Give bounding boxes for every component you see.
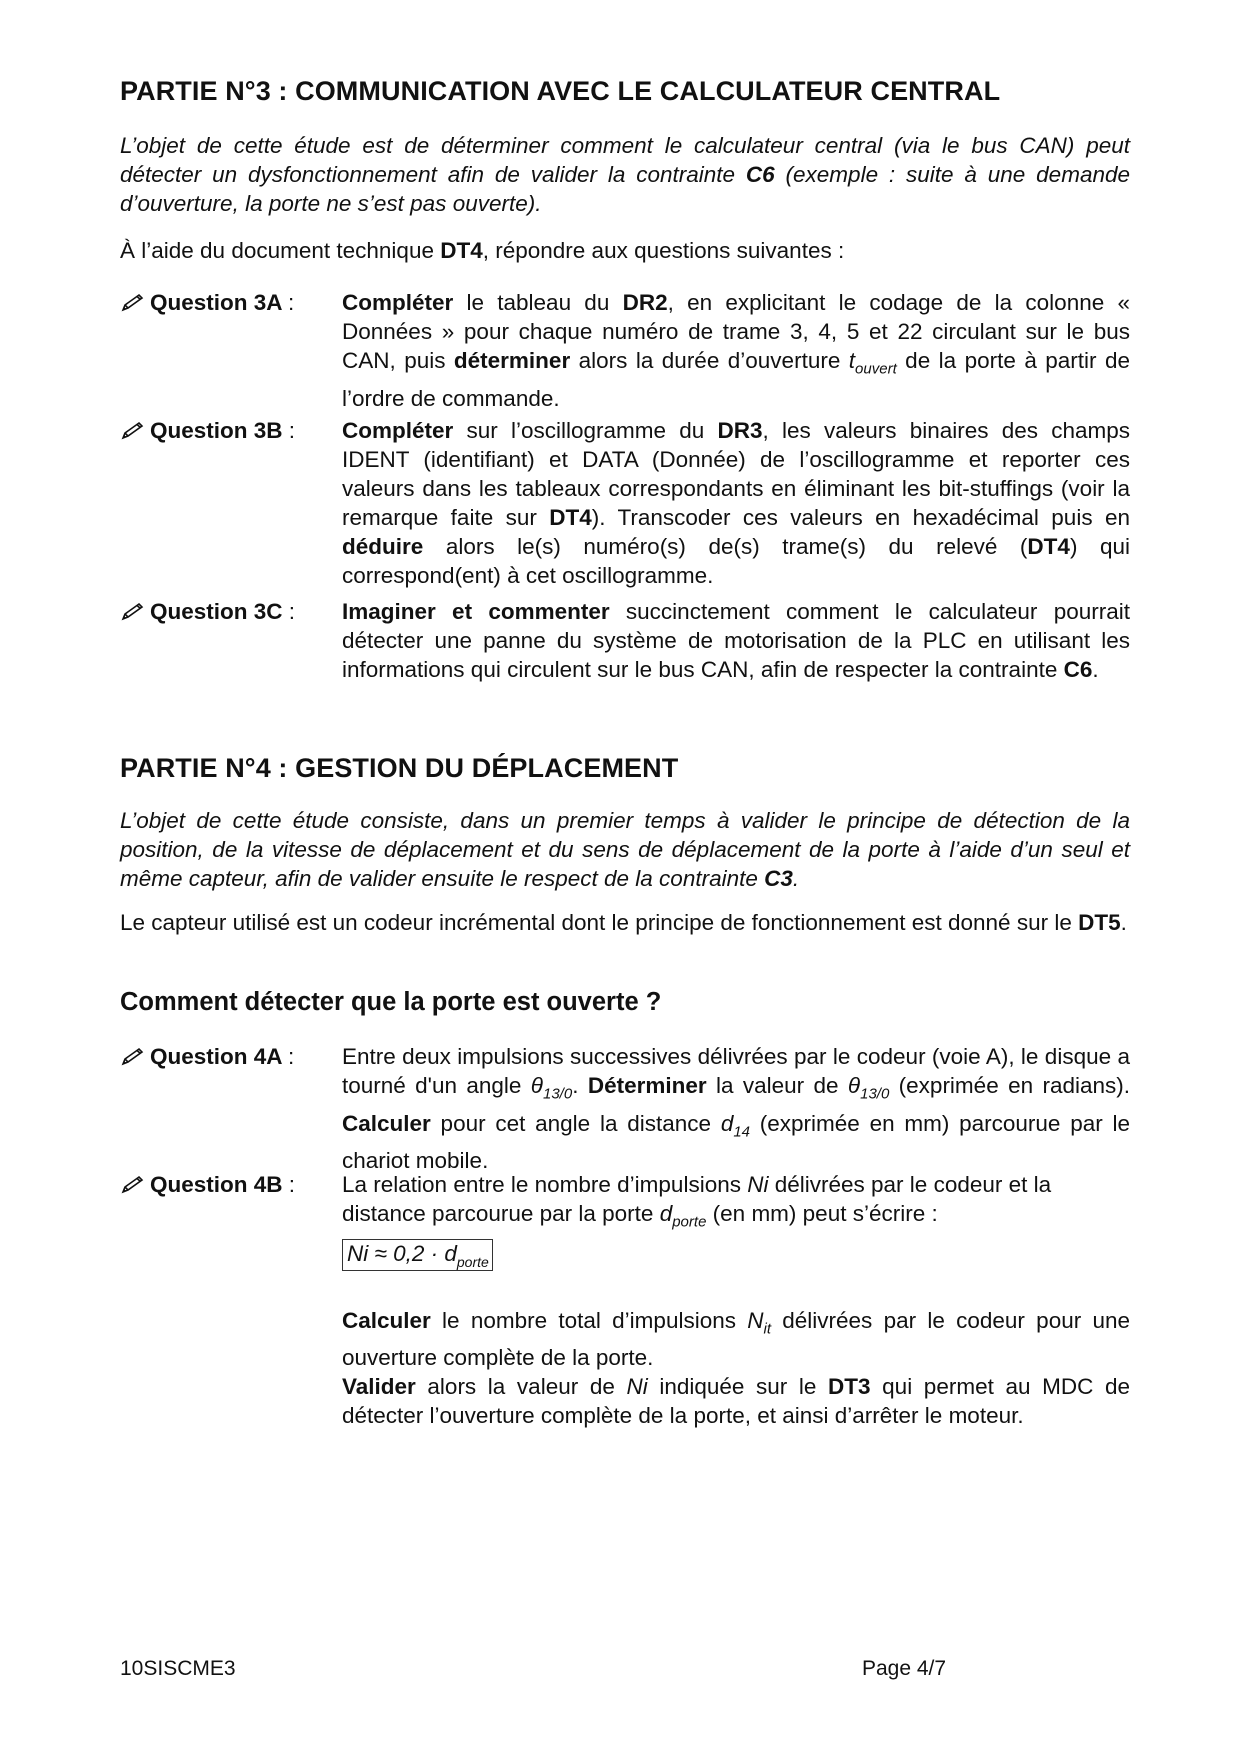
pencil-icon <box>120 1047 146 1067</box>
question-3b-label: Question 3B : <box>120 416 295 445</box>
part3-lead: À l’aide du document technique DT4, répondre aux questions suivantes : <box>120 238 845 263</box>
pencil-icon <box>120 602 146 622</box>
question-4a-label: Question 4A : <box>120 1042 294 1071</box>
question-3c-text: Imaginer et commenter succinctement comment le calculateur pourrait détecter une panne du système de motorisation de la PLC en utilisant les informations qui circulent sur le bus CAN, afin de respecter la contrainte C6. <box>342 599 1130 682</box>
pencil-icon <box>120 421 146 441</box>
pencil-icon <box>120 293 146 313</box>
pencil-icon <box>120 1175 146 1195</box>
question-4a-text: Entre deux impulsions successives délivrées par le codeur (voie A), le disque a tourné d'un angle $\theta_{13/0}$. Déterminer la valeur de $\theta_{13/0}$ (exprimée en radians). Calculer pour cet angle la distance $d_{14}$ (exprimée en mm) parcourue par le chariot mobile. <box>342 1044 1130 1173</box>
part4-subheading: Comment détecter que la porte est ouverte ? <box>120 988 662 1016</box>
part3-title: PARTIE N°3 : COMMUNICATION AVEC LE CALCULATEUR CENTRAL <box>120 76 1001 106</box>
footer-code: 10SISCME3 <box>120 1657 236 1680</box>
part4-title: PARTIE N°4 : GESTION DU DÉPLACEMENT <box>120 753 679 783</box>
footer-page-number: Page 4/7 <box>862 1657 947 1680</box>
part3-intro: L’objet de cette étude est de déterminer comment le calculateur central (via le bus CAN) peut détecter un dysfonctionnement afin de valider la contrainte C6 (exemple : suite à une demande d’ouverture, la porte ne s’est pas ouverte). <box>120 133 1130 216</box>
question-3a-text: Compléter le tableau du DR2, en explicitant le codage de la colonne « Données » pour chaque numéro de trame 3, 4, 5 et 22 circulant sur le bus CAN, puis déterminer alors la durée d’ouverture $t_{ouvert}$ de la porte à partir de l’ordre de commande. <box>342 290 1130 411</box>
question-3a-label: Question 3A : <box>120 288 294 317</box>
question-3c-label: Question 3C : <box>120 597 295 626</box>
part4-sensor: Le capteur utilisé est un codeur incrémental dont le principe de fonctionnement est donné sur le DT5. <box>120 910 1127 935</box>
question-4b-label: Question 4B : <box>120 1170 295 1199</box>
part4-intro: L’objet de cette étude consiste, dans un premier temps à valider le principe de détection de la position, de la vitesse de déplacement et du sens de déplacement de la porte à l’aide d’un seul et même capteur, afin de valider ensuite le respect de la contrainte C3. <box>120 808 1130 891</box>
question-3b-text: Compléter sur l’oscillogramme du DR3, les valeurs binaires des champs IDENT (identifiant) et DATA (Donnée) de l’oscillogramme et reporter ces valeurs dans les tableaux correspondants en éliminant les bit-stuffings (voir la remarque faite sur DT4). Transcoder ces valeurs en hexadécimal puis en déduire alors le(s) numéro(s) de(s) trame(s) du relevé (DT4) qui correspond(ent) à cet oscillogramme. <box>342 418 1130 588</box>
question-4b-text: La relation entre le nombre d’impulsions Ni délivrées par le codeur et la distance parcourue par la porte $d_{porte}$ (en mm) peut s’écrire : $Ni \approx 0,2 \cdot d_{porte}$ Calculer le nombre total d’impulsions $N_{it}$ délivrées par le codeur pour une ouverture complète de la porte. Valider alors la valeur de Ni indiquée sur le DT3 qui permet au MDC de détecter l’ouverture complète de la porte, et ainsi d’arrêter le moteur. <box>342 1172 1131 1428</box>
formula-box: $Ni \approx 0,2 \cdot d_{porte}$ <box>342 1239 493 1271</box>
